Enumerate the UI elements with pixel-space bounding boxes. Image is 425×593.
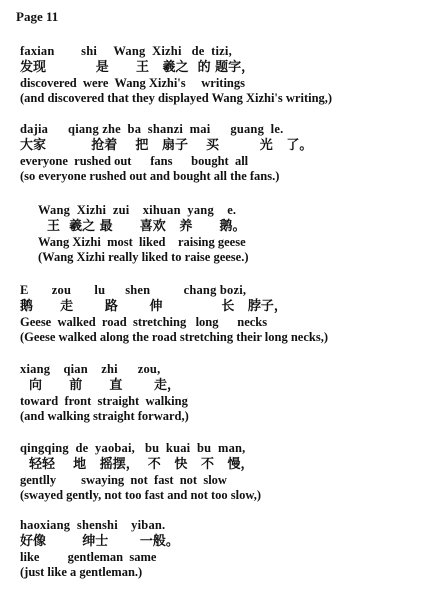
pinyin-line: Wang Xizhi zui xihuan yang e. (38, 203, 237, 217)
translation-line: (swayed gently, not too fast and not too slow,) (20, 488, 261, 502)
hanzi-line: 王 羲之 最 喜欢 养 鹅。 (38, 219, 246, 234)
pinyin-line: haoxiang shenshi yiban. (20, 518, 166, 532)
gloss-line: everyone rushed out fans bought all (20, 154, 249, 168)
passage-block-4 (20, 283, 420, 345)
pinyin-line: qingqing de yaobai, bu kuai bu man, (20, 441, 246, 455)
passage-block-1 (20, 44, 420, 106)
gloss-line: like gentleman same (20, 550, 157, 564)
passage-block-2 (20, 122, 420, 184)
pinyin-line: E zou lu shen chang bozi, (20, 283, 247, 297)
translation-line: (Geese walked along the road stretching their long necks,) (20, 330, 328, 344)
translation-line: (just like a gentleman.) (20, 565, 143, 579)
gloss-line: discovered were Wang Xizhi's writings (20, 76, 245, 90)
gloss-line: Wang Xizhi most liked raising geese (38, 235, 246, 249)
translation-line: (so everyone rushed out and bought all the fans.) (20, 169, 280, 183)
translation-line: (and walking straight forward,) (20, 409, 189, 423)
pinyin-line: xiang qian zhi zou, (20, 362, 161, 376)
passage-block-7 (20, 518, 420, 580)
hanzi-line: 鹅 走 路 伸 长 脖子， (20, 299, 287, 314)
gloss-line: toward front straight walking (20, 394, 188, 408)
passage-block-3 (38, 203, 425, 265)
pinyin-line: faxian shi Wang Xizhi de tizi, (20, 44, 232, 58)
hanzi-line: 好像 绅士 一般。 (20, 534, 179, 549)
translation-line: (Wang Xizhi really liked to raise geese.) (38, 250, 249, 264)
passage-block-6 (20, 441, 420, 503)
pinyin-line: dajia qiang zhe ba shanzi mai guang le. (20, 122, 284, 136)
page-number: Page 11 (16, 9, 59, 24)
translation-line: (and discovered that they displayed Wang Xizhi's writing,) (20, 91, 333, 105)
gloss-line: gentlly swaying not fast not slow (20, 473, 227, 487)
hanzi-line: 向 前 直 走， (20, 378, 181, 393)
hanzi-line: 发现 是 王 羲之 的 题字， (20, 60, 255, 75)
passage-block-5 (20, 362, 420, 424)
hanzi-line: 轻轻 地 摇摆， 不 快 不 慢， (20, 457, 254, 472)
hanzi-line: 大家 抢着 把 扇子 买 光 了。 (20, 138, 313, 153)
gloss-line: Geese walked road stretching long necks (20, 315, 268, 329)
